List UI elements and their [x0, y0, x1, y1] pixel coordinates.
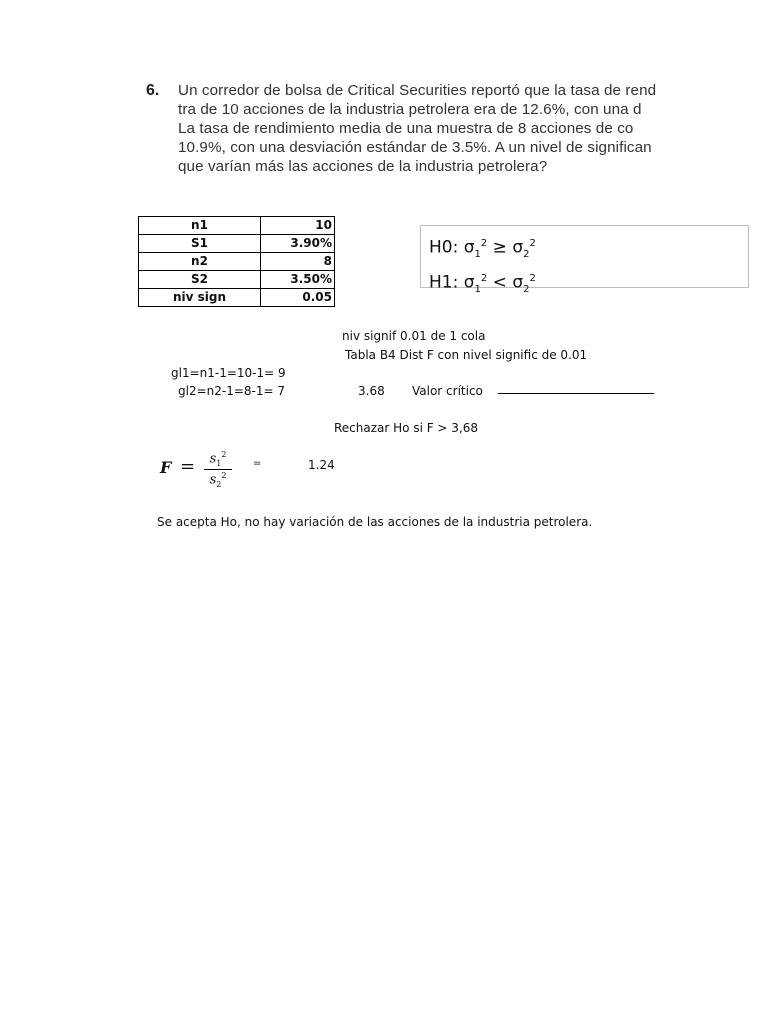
problem-line-4: 10.9%, con una desviación estándar de 3.5%. A un nivel de significan	[178, 139, 652, 156]
h0-label: H0: σ	[429, 237, 475, 258]
result-equals: =	[253, 458, 262, 469]
param-key: S1	[139, 235, 261, 253]
den-sup: 2	[221, 471, 227, 480]
h0-operator: ≥ σ	[487, 237, 524, 258]
param-value: 10	[261, 217, 335, 235]
table-row	[139, 253, 335, 271]
critical-value-label: Valor crítico	[412, 384, 483, 398]
param-key: niv sign	[139, 289, 261, 307]
problem-statement	[146, 80, 656, 180]
problem-number: 6.	[146, 82, 160, 99]
num-sup: 2	[221, 450, 227, 459]
formula-equals: =	[180, 456, 196, 477]
table-row	[139, 289, 335, 307]
h1-sup1: 2	[480, 273, 488, 285]
table-note: Tabla B4 Dist F con nivel signific de 0.01	[345, 348, 588, 362]
fraction-bar	[204, 469, 232, 470]
h1-sup2: 2	[529, 273, 536, 285]
table-row	[139, 217, 335, 235]
formula-f: F	[160, 458, 172, 477]
formula-fraction	[204, 450, 232, 489]
null-hypothesis	[429, 232, 748, 267]
param-key: n2	[139, 253, 261, 271]
h1-sub1: 1	[474, 284, 481, 296]
h1-sub2: 2	[523, 284, 530, 296]
param-key: n1	[139, 217, 261, 235]
parameters-table	[138, 216, 335, 307]
param-value: 0.05	[261, 289, 335, 307]
formula-denominator	[204, 471, 232, 489]
num-var: s	[209, 451, 217, 467]
problem-line-3: La tasa de rendimiento media de una muestra de 8 acciones de co	[178, 120, 634, 137]
param-key: S2	[139, 271, 261, 289]
critical-value: 3.68	[358, 384, 385, 398]
table-row	[139, 235, 335, 253]
problem-line-1: Un corredor de bolsa de Critical Securities reportó que la tasa de rend	[178, 82, 656, 99]
significance-note: niv signif 0.01 de 1 cola	[342, 329, 486, 343]
table-row	[139, 271, 335, 289]
h1-operator: < σ	[487, 272, 524, 293]
f-formula	[158, 450, 238, 492]
alt-hypothesis	[429, 267, 748, 302]
h0-sub2: 2	[523, 249, 530, 261]
reject-rule: Rechazar Ho si F > 3,68	[334, 421, 479, 435]
h1-label: H1: σ	[429, 272, 475, 293]
gl2-text: gl2=n2-1=8-1= 7	[178, 384, 286, 398]
h0-sup1: 2	[480, 238, 488, 249]
den-sub: 2	[216, 479, 222, 489]
f-value: 1.24	[308, 458, 335, 472]
formula-numerator	[204, 450, 232, 468]
conclusion: Se acepta Ho, no hay variación de las acciones de la industria petrolera.	[157, 515, 593, 529]
param-value: 8	[261, 253, 335, 271]
underline-rule	[498, 393, 654, 394]
num-sub: 1	[216, 458, 222, 468]
param-value: 3.50%	[261, 271, 335, 289]
h0-sup2: 2	[529, 238, 536, 249]
problem-line-2: tra de 10 acciones de la industria petrolera era de 12.6%, con una d	[178, 101, 642, 118]
hypotheses-box	[420, 225, 749, 296]
param-value: 3.90%	[261, 235, 335, 253]
problem-line-5: que varían más las acciones de la industria petrolera?	[178, 158, 548, 175]
gl1-text: gl1=n1-1=10-1= 9	[171, 366, 286, 380]
h0-sub1: 1	[474, 249, 481, 261]
den-var: s	[209, 472, 217, 488]
